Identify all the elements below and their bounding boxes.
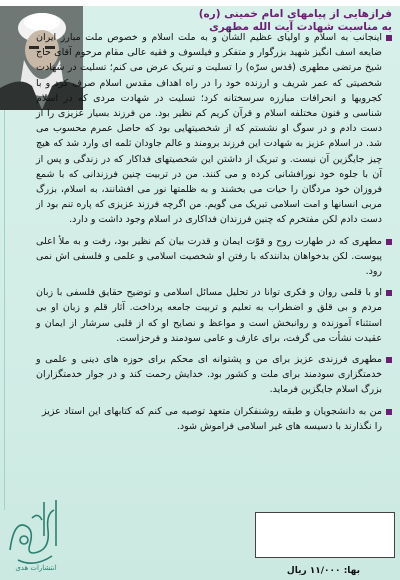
title-line-2: به مناسبت شهادت آیت الله مطهری [209, 21, 392, 33]
price-value: ۱۱/۰۰۰ ریال [286, 566, 341, 576]
publisher-name: انتشارات هدی [15, 564, 57, 572]
bullet-square-icon [386, 290, 392, 296]
paragraph-5 [42, 404, 392, 434]
message-body [36, 30, 392, 440]
title-line-1: فرازهایی از پیامهای امام خمینی (ره) [198, 8, 392, 20]
bullet-square-icon [386, 357, 392, 363]
calligraphy-logo-icon [4, 490, 66, 570]
paragraph-text: مطهری فرزندی عزیز برای من و پشتوانه ای محکم برای حوزه های دینی و علمی و خدمتگزاری سودمند برای ملت و کشور بود. خدایش رحمت کند و در جوار خدمتگزاران بزرگ اسلام جایگزین فرماید. [36, 354, 382, 396]
paragraph-3 [36, 285, 392, 346]
price-label: بها: [343, 566, 360, 576]
paragraph-2 [36, 234, 392, 280]
price-sticker-box [255, 512, 395, 558]
paragraph-text: مطهری که در طهارت روح و قوّت ایمان و قدرت بیان کم نظیر بود، رفت و به ملأ اعلی پیوست. لکن بدخواهان بدانندکه با رفتن او شخصیت اسلامی و علمی و فلسفی اش نمی رود. [36, 235, 382, 278]
bullet-square-icon [386, 35, 392, 41]
paragraph-4 [36, 352, 392, 398]
paragraph-text: اینجانب به اسلام و اولیای عظیم الشأن و به ملت اسلام و خصوص ملت مبارز ایران ضایعه اسف انگیز شهید بزرگوار و متفکر و فیلسوف و فقیه عالی مقام مرحوم آقای حاج شیخ مرتضی مطهری (قدس سرّه) را تسلیت و تبریک عرض می کنم؛ تسلیت در شهادت شخصیتی که عمر شریف و ارزنده خود را در راه اهداف مقدس اسلام صرف کرد و با کجرویها و انحرافات مبارزه سرسختانه کرد؛ تسلیت در شهادت مردی که در اسلام شناسی و فنون مختلفه اسلام و قرآن کریم کم نظیر بود. من فرزند بسیار عزیزی را از دست دادم و در سوگ او نشستم که از شخصیتهایی بود که حاصل عمرم محسوب می شد. در اسلام عزیز به شهادت این فرزند برومند و عالم جاودان ثلمه ای وارد شد که هیچ چیز جایگزین آن نیست. و تبریک از داشتن این شخصیتهای فداکار که در زندگی و پس از آن با جلوه خود نورافشانی کرده و می کنند. من در تربیت چنین فرزندانی که با شمع فروزان خود مردگان را حیات می بخشند و به ظلمتها نور می افشانند، به اسلام، بزرگ مربی انسانها و امت اسلامی تبریک می گویم. من اگرچه فرزند عزیزی که پاره تنم بود از دست دادم لکن مفتخرم که چنین فرزندان فداکاری در اسلام وجود داشت و دارد. [36, 32, 382, 226]
price [170, 566, 360, 576]
bullet-square-icon [386, 239, 392, 245]
bullet-square-icon [386, 409, 392, 415]
paragraph-1 [36, 30, 392, 228]
paragraph-text: من به دانشجویان و طبقه روشنفکران متعهد توصیه می کنم که کتابهای این استاد عزیز را نگذارند با دسیسه های غیر اسلامی فراموش شود. [42, 405, 382, 432]
paragraph-text: او با قلمی روان و فکری توانا در تحلیل مسائل اسلامی و توضیح حقایق فلسفی با زبان مردم و بی قلق و اضطراب به تعلیم و تربیت جامعه پرداخت. آثار قلم و زبان او بی استثناء آموزنده و روانبخش است و مواعظ و نصایح او که از قلبی سرشار از ایمان و عقیدت نشأت می گرفت، برای عارف و عامی سودمند و فرحزاست. [36, 287, 382, 344]
decorative-rule [4, 110, 5, 510]
